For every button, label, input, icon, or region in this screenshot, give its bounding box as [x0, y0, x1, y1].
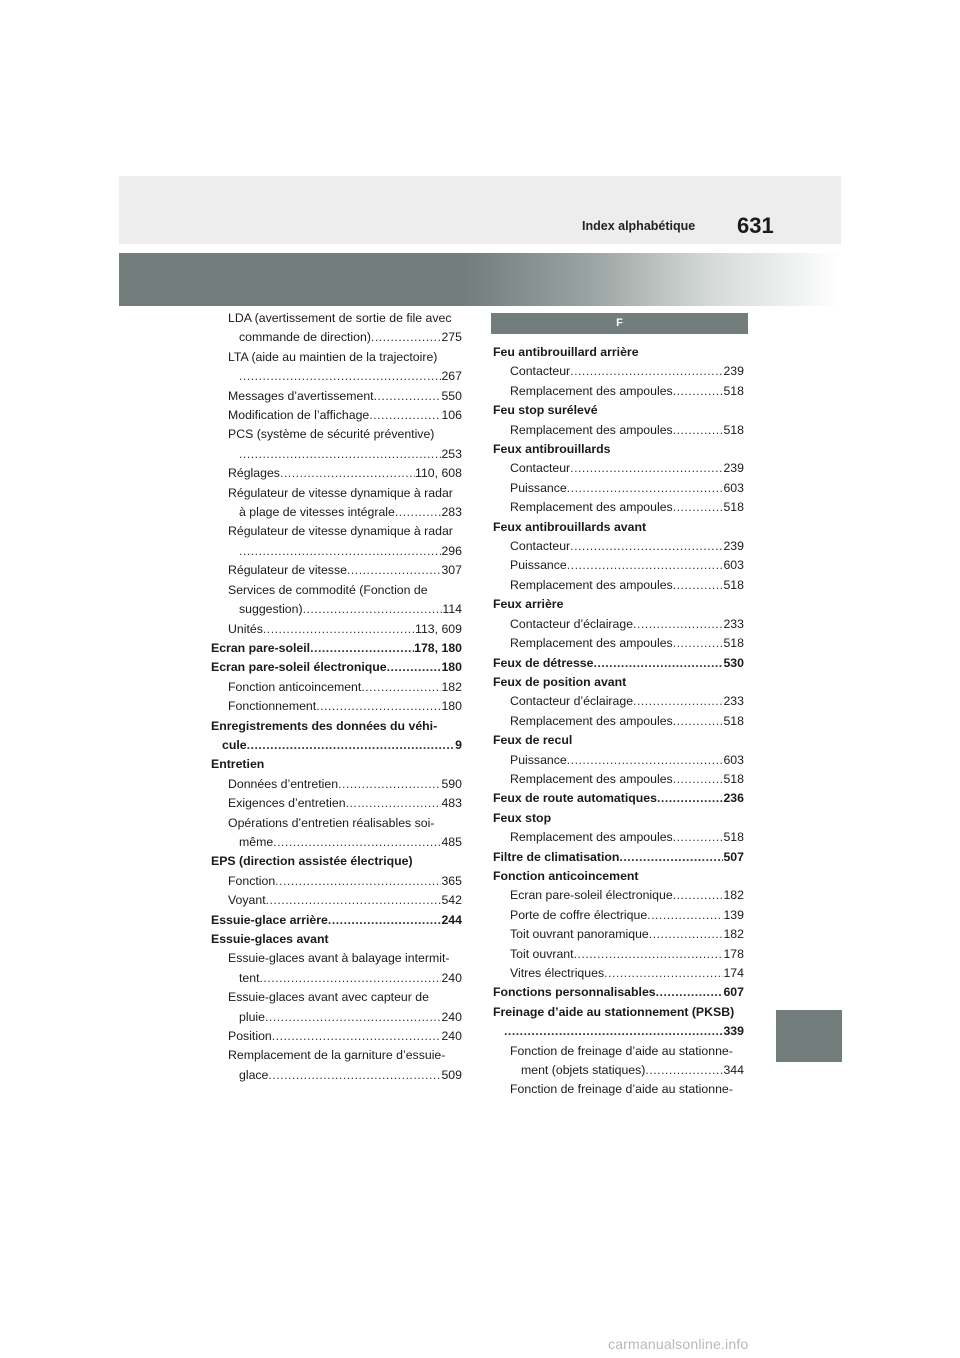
dot-leader — [347, 561, 442, 580]
index-entry — [211, 387, 462, 406]
entry-text: Unités — [228, 621, 263, 636]
entry-page-ref[interactable]: 267 — [441, 369, 462, 384]
entry-text: LDA (avertissement de sortie de file avec — [228, 311, 452, 325]
entry-page-ref[interactable]: 518 — [723, 383, 744, 398]
entry-text: Exigences d’entretien — [228, 796, 346, 811]
index-entry — [493, 343, 744, 362]
entry-text: Remplacement des ampoules — [510, 713, 673, 728]
dot-leader — [275, 872, 441, 891]
entry-page-ref[interactable]: 518 — [723, 830, 744, 845]
dot-leader — [247, 736, 456, 755]
entry-text: Voyant — [228, 893, 266, 908]
dot-leader — [593, 654, 723, 673]
index-entry — [493, 595, 744, 614]
index-entry — [493, 576, 744, 595]
index-entry — [211, 814, 462, 833]
entry-page-ref[interactable]: 603 — [723, 480, 744, 495]
entry-text: Toit ouvrant panoramique — [510, 927, 649, 942]
index-entry — [493, 712, 744, 731]
entry-text: commande de direction) — [239, 330, 371, 345]
entry-page-ref[interactable]: 180 — [441, 699, 462, 714]
index-entry — [211, 503, 462, 522]
entry-text: Fonction anticoincement — [228, 679, 362, 694]
dot-leader — [604, 964, 723, 983]
entry-text: EPS (direction assistée électrique) — [211, 854, 413, 869]
index-entry — [211, 891, 462, 910]
watermark: carmanualsonline.info — [608, 1336, 749, 1352]
entry-text: Freinage d’aide au stationnement (PKSB) — [493, 1004, 735, 1019]
entry-page-ref[interactable]: 296 — [441, 543, 462, 558]
entry-text: Vitres électriques — [510, 966, 605, 980]
index-entry — [211, 328, 462, 347]
dot-leader — [633, 615, 723, 634]
dot-leader — [673, 828, 724, 847]
dot-leader — [673, 634, 724, 653]
index-entry — [493, 789, 744, 808]
dot-leader — [361, 678, 441, 697]
dot-leader — [570, 459, 723, 478]
page-number: 631 — [737, 213, 774, 238]
dot-leader — [574, 945, 724, 964]
entry-page-ref[interactable]: 518 — [723, 422, 744, 437]
dot-leader — [310, 639, 414, 658]
index-entry — [493, 886, 744, 905]
entry-page-ref[interactable]: 244 — [441, 912, 462, 927]
entry-text: Remplacement des ampoules — [510, 500, 673, 515]
entry-text: à plage de vitesses intégrale — [239, 505, 395, 520]
entry-text: Filtre de climatisation — [493, 849, 620, 864]
index-entry — [493, 537, 744, 556]
dot-leader — [346, 794, 442, 813]
dot-leader — [260, 969, 442, 988]
entry-page-ref[interactable]: 239 — [723, 364, 744, 379]
index-entry — [493, 925, 744, 944]
index-entry — [211, 542, 462, 561]
entry-text: Essuie-glaces avant à balayage intermit- — [228, 951, 450, 966]
dot-leader — [272, 1027, 442, 1046]
entry-page-ref[interactable]: 483 — [441, 796, 462, 811]
entry-text: Puissance — [510, 558, 567, 573]
entry-page-ref[interactable]: 239 — [723, 461, 744, 476]
entry-text: tent — [239, 970, 260, 985]
section-title: Index alphabétique — [582, 219, 696, 233]
index-entry — [493, 945, 744, 964]
entry-page-ref[interactable]: 240 — [441, 1029, 462, 1044]
index-entry — [211, 581, 462, 600]
entry-page-ref[interactable]: 283 — [441, 505, 462, 520]
index-entry — [493, 421, 744, 440]
index-column-right — [493, 309, 744, 1100]
entry-page-ref[interactable]: 509 — [441, 1067, 462, 1082]
entry-page-ref[interactable]: 253 — [441, 446, 462, 461]
entry-text: Porte de coffre électrique — [510, 907, 648, 922]
entry-page-ref[interactable]: 113, 609 — [415, 621, 462, 636]
dot-leader — [387, 658, 442, 677]
index-entry — [493, 848, 744, 867]
entry-text: Feux de détresse — [493, 655, 594, 670]
chapter-tab — [776, 1010, 842, 1062]
dot-leader — [374, 387, 442, 406]
entry-text: Feux arrière — [493, 597, 564, 612]
entry-page-ref[interactable]: 240 — [441, 970, 462, 985]
entry-text: Enregistrements des données du véhi- — [211, 718, 438, 733]
entry-text: Feu antibrouillard arrière — [493, 345, 639, 359]
dot-leader — [316, 697, 441, 716]
index-entry — [211, 794, 462, 813]
index-entry — [211, 620, 462, 639]
entry-page-ref[interactable]: 236 — [723, 791, 744, 806]
dot-leader — [647, 906, 723, 925]
entry-text: Fonction anticoincement — [493, 868, 639, 883]
entry-text: Ecran pare-soleil — [211, 640, 311, 655]
dot-leader — [280, 464, 415, 483]
header-band — [119, 176, 841, 244]
entry-page-ref[interactable]: 530 — [723, 655, 744, 670]
index-entry — [211, 697, 462, 716]
index-entry — [211, 678, 462, 697]
index-entry — [493, 1003, 744, 1022]
entry-text: Remplacement de la garniture d’essuie- — [228, 1048, 446, 1063]
index-entry — [493, 770, 744, 789]
entry-text: suggestion) — [239, 602, 303, 617]
dot-leader — [239, 445, 441, 464]
dot-leader — [395, 503, 442, 522]
entry-text: Fonction de freinage d’aide au stationne- — [510, 1043, 733, 1058]
index-entry — [211, 658, 462, 677]
index-entry — [493, 867, 744, 886]
index-entry — [211, 367, 462, 386]
entry-text: Feux de route automatiques — [493, 791, 657, 806]
entry-text: même — [239, 834, 274, 849]
entry-text: Services de commodité (Fonction de — [228, 582, 428, 597]
entry-page-ref[interactable]: 106 — [441, 408, 462, 423]
dot-leader — [673, 712, 724, 731]
index-entry — [493, 964, 744, 983]
index-entry — [493, 518, 744, 537]
dot-leader — [633, 692, 723, 711]
entry-page-ref[interactable]: 365 — [441, 873, 462, 888]
index-entry — [493, 751, 744, 770]
entry-page-ref[interactable]: 182 — [723, 888, 744, 903]
index-entry — [211, 522, 462, 541]
entry-text: Régulateur de vitesse dynamique à radar — [228, 485, 453, 500]
entry-page-ref[interactable]: 344 — [723, 1063, 744, 1078]
entry-text: ment (objets statiques) — [521, 1063, 646, 1078]
index-entry — [211, 911, 462, 930]
entry-text: LTA (aide au maintien de la trajectoire) — [228, 349, 438, 364]
index-entry — [493, 828, 744, 847]
index-entry — [211, 833, 462, 852]
entry-page-ref[interactable]: 339 — [723, 1024, 744, 1039]
entry-text: Ecran pare-soleil électronique — [510, 888, 673, 903]
entry-page-ref[interactable]: 114 — [442, 602, 462, 617]
index-entry — [211, 717, 462, 736]
entry-text: Fonctionnement — [228, 699, 317, 714]
index-entry — [493, 906, 744, 925]
index-entry — [211, 639, 462, 658]
entry-text: Feux stop — [493, 810, 552, 825]
index-entry — [211, 406, 462, 425]
index-entry — [211, 484, 462, 503]
index-entry — [493, 634, 744, 653]
entry-text: Toit ouvrant — [510, 946, 574, 961]
decorative-gradient-bar — [119, 253, 841, 306]
entry-text: Feux de recul — [493, 733, 573, 748]
entry-text: Contacteur — [510, 539, 571, 554]
dot-leader — [567, 556, 724, 575]
entry-text: Puissance — [510, 480, 567, 495]
entry-page-ref[interactable]: 603 — [723, 752, 744, 767]
index-entry — [211, 852, 462, 871]
index-entry — [211, 1066, 462, 1085]
dot-leader — [239, 542, 441, 561]
index-entry — [211, 930, 462, 949]
entry-text: Contacteur d’éclairage — [510, 694, 634, 709]
entry-text: Opérations d’entretien réalisables soi- — [228, 815, 435, 830]
entry-page-ref[interactable]: 518 — [723, 577, 744, 592]
index-entry — [211, 600, 462, 619]
entry-page-ref[interactable]: 139 — [723, 907, 744, 922]
index-entry — [493, 401, 744, 420]
entry-text: Fonction de freinage d’aide au stationne- — [510, 1082, 733, 1097]
entry-text: Contacteur — [510, 461, 571, 476]
entry-text: Régulateur de vitesse dynamique à radar — [228, 524, 453, 539]
dot-leader — [567, 751, 724, 770]
entry-text: cule — [222, 737, 247, 752]
dot-leader — [649, 925, 724, 944]
index-entry — [493, 362, 744, 381]
entry-page-ref[interactable]: 178 — [723, 946, 744, 961]
entry-page-ref[interactable]: 178, 180 — [414, 640, 462, 655]
entry-page-ref[interactable]: 550 — [441, 388, 462, 403]
entry-text: Feux antibrouillards — [493, 442, 611, 457]
entry-page-ref[interactable]: 507 — [723, 849, 744, 864]
index-entry — [211, 872, 462, 891]
index-entry — [211, 1046, 462, 1065]
dot-leader — [570, 362, 723, 381]
entry-text: Feu stop surélevé — [493, 403, 598, 418]
entry-page-ref[interactable]: 174 — [723, 966, 744, 980]
entry-text: Régulateur de vitesse — [228, 563, 347, 578]
dot-leader — [673, 886, 724, 905]
index-entry — [493, 479, 744, 498]
entry-page-ref[interactable]: 182 — [441, 679, 462, 694]
entry-text: Feux antibrouillards avant — [493, 519, 647, 534]
index-entry — [493, 1022, 744, 1041]
letter-heading-f: F — [491, 313, 748, 334]
dot-leader — [504, 1022, 723, 1041]
entry-page-ref[interactable]: 275 — [441, 330, 462, 345]
dot-leader — [268, 1066, 441, 1085]
index-entry — [493, 615, 744, 634]
entry-text: Remplacement des ampoules — [510, 771, 673, 786]
entry-text: glace — [239, 1067, 269, 1082]
entry-text: Données d’entretien — [228, 776, 339, 791]
entry-page-ref[interactable]: 518 — [723, 771, 744, 786]
entry-text: Fonctions personnalisables — [493, 985, 656, 1000]
entry-text: Remplacement des ampoules — [510, 383, 673, 398]
entry-text: Contacteur d’éclairage — [510, 616, 634, 631]
dot-leader — [239, 367, 441, 386]
index-entry — [211, 1008, 462, 1027]
dot-leader — [369, 406, 441, 425]
dot-leader — [656, 983, 724, 1002]
entry-page-ref[interactable]: 518 — [723, 713, 744, 728]
index-entry — [211, 949, 462, 968]
index-entry — [493, 654, 744, 673]
index-column-left — [211, 309, 462, 1085]
entry-text: Fonction — [228, 873, 276, 888]
dot-leader — [657, 789, 723, 808]
index-entry — [493, 983, 744, 1002]
entry-text: Position — [228, 1029, 272, 1044]
index-entry — [493, 1080, 744, 1099]
dot-leader — [263, 620, 415, 639]
index-entry — [493, 692, 744, 711]
dot-leader — [645, 1061, 723, 1080]
index-entry — [493, 1061, 744, 1080]
entry-page-ref[interactable]: 518 — [723, 500, 744, 515]
index-entry — [211, 348, 462, 367]
right-entries — [493, 343, 744, 1100]
dot-leader — [570, 537, 723, 556]
entry-text: Messages d’avertissement — [228, 388, 374, 403]
entry-text: Remplacement des ampoules — [510, 830, 673, 845]
entry-page-ref[interactable]: 240 — [441, 1009, 462, 1024]
entry-text: Remplacement des ampoules — [510, 577, 673, 592]
entry-page-ref[interactable]: 110, 608 — [415, 466, 462, 481]
dot-leader — [328, 911, 442, 930]
index-entry — [211, 775, 462, 794]
entry-text: Ecran pare-soleil électronique — [211, 660, 387, 675]
entry-text: Essuie-glaces avant avec capteur de — [228, 990, 429, 1005]
dot-leader — [265, 1008, 441, 1027]
index-entry — [493, 556, 744, 575]
entry-text: Remplacement des ampoules — [510, 422, 673, 437]
dot-leader — [371, 328, 442, 347]
index-entry — [211, 464, 462, 483]
entry-text: Réglages — [228, 466, 280, 481]
index-entry — [211, 969, 462, 988]
entry-page-ref[interactable]: 233 — [723, 694, 744, 709]
entry-text: Entretien — [211, 757, 265, 772]
entry-text: Puissance — [510, 752, 567, 767]
entry-page-ref[interactable]: 307 — [441, 563, 462, 578]
dot-leader — [338, 775, 441, 794]
index-entry — [211, 988, 462, 1007]
dot-leader — [303, 600, 443, 619]
index-entry — [211, 755, 462, 774]
dot-leader — [673, 421, 724, 440]
index-entry — [211, 445, 462, 464]
entry-text: PCS (système de sécurité préventive) — [228, 427, 435, 442]
entry-text: Modification de l’affichage — [228, 408, 370, 423]
dot-leader — [567, 479, 724, 498]
dot-leader — [673, 770, 724, 789]
entry-page-ref[interactable]: 485 — [441, 834, 462, 849]
entry-text: pluie — [239, 1009, 265, 1024]
dot-leader — [673, 382, 724, 401]
index-entry — [211, 561, 462, 580]
entry-text: Remplacement des ampoules — [510, 636, 673, 651]
index-entry — [211, 309, 462, 328]
index-entry — [211, 425, 462, 444]
entry-page-ref[interactable]: 180 — [441, 660, 462, 675]
entry-page-ref[interactable]: 542 — [441, 893, 462, 908]
entry-text: Essuie-glace arrière — [211, 912, 328, 927]
index-entry — [493, 440, 744, 459]
entry-page-ref[interactable]: 233 — [723, 616, 744, 631]
entry-text: Contacteur — [510, 364, 571, 379]
index-entry — [493, 459, 744, 478]
entry-text: Feux de position avant — [493, 674, 627, 689]
dot-leader — [266, 891, 442, 910]
entry-text: Essuie-glaces avant — [211, 932, 329, 946]
dot-leader — [619, 848, 723, 867]
index-entry — [493, 498, 744, 517]
entry-page-ref[interactable]: 607 — [723, 985, 744, 1000]
entry-page-ref[interactable]: 9 — [455, 737, 462, 752]
dot-leader — [673, 576, 724, 595]
dot-leader — [673, 498, 724, 517]
index-entry — [493, 1042, 744, 1061]
index-entry — [493, 809, 744, 828]
index-entry — [493, 731, 744, 750]
entry-page-ref[interactable]: 182 — [723, 927, 744, 942]
entry-page-ref[interactable]: 603 — [723, 558, 744, 573]
index-entry — [211, 1027, 462, 1046]
index-entry — [493, 673, 744, 692]
dot-leader — [273, 833, 441, 852]
entry-page-ref[interactable]: 590 — [441, 776, 462, 791]
index-entry — [493, 382, 744, 401]
entry-page-ref[interactable]: 518 — [723, 636, 744, 651]
entry-page-ref[interactable]: 239 — [723, 539, 744, 554]
index-entry — [211, 736, 462, 755]
